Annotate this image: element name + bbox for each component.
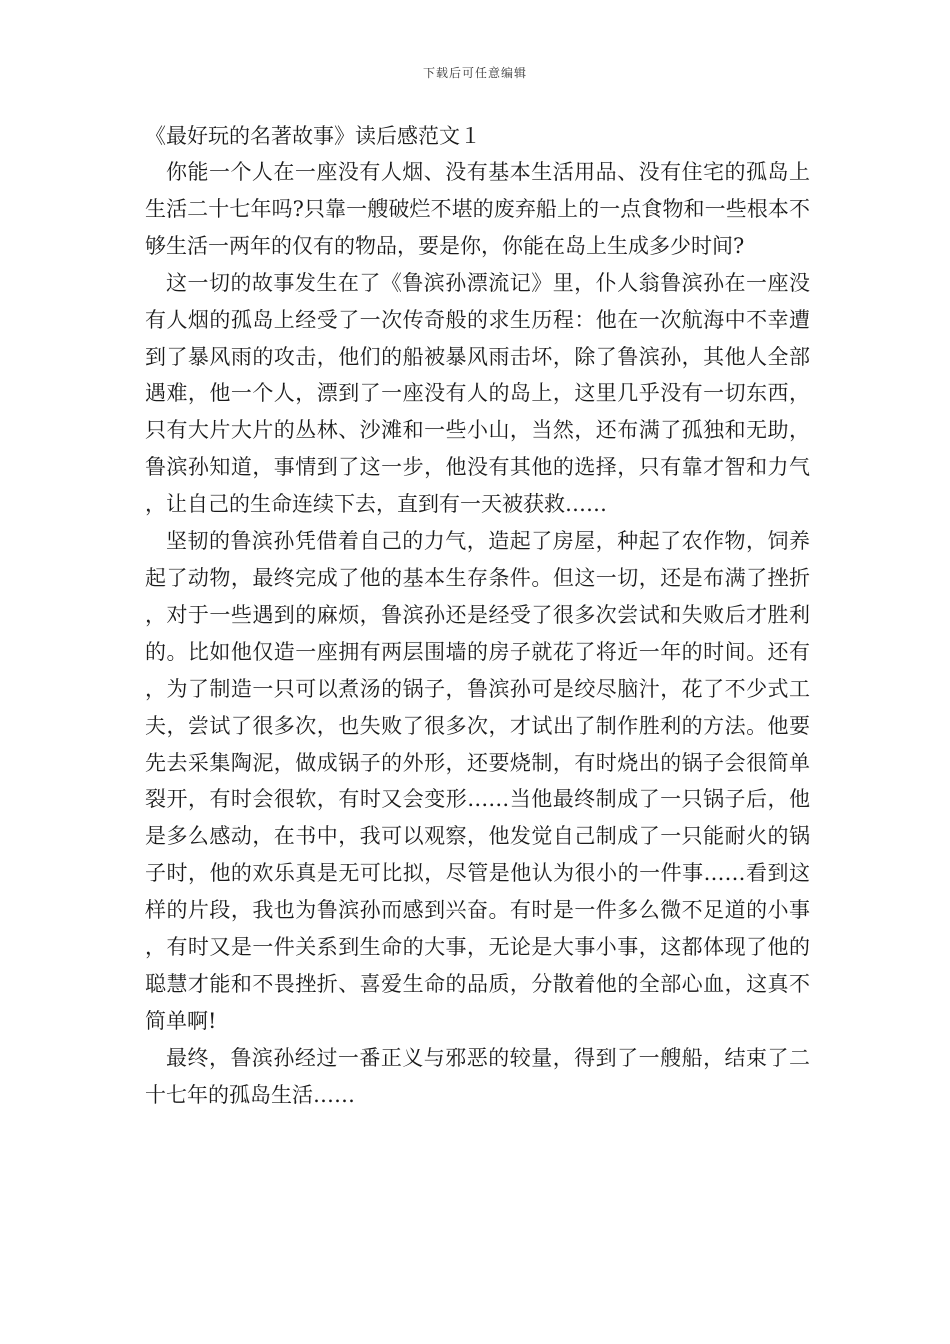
- document-title: 《最好玩的名著故事》读后感范文１: [145, 124, 481, 148]
- page-header: 下载后可任意编辑: [422, 66, 527, 80]
- paragraph-4: 最终，鲁滨孙经过一番正义与邪恶的较量，得到了一艘船，结束了二十七年的孤岛生活……: [145, 1045, 810, 1107]
- paragraph-3: 坚韧的鲁滨孙凭借着自己的力气，造起了房屋，种起了农作物，饲养起了动物，最终完成了他的基本生存条件。但这一切，还是布满了挫折，对于一些遇到的麻烦，鲁滨孙还是经受了很多次尝试和失败后才胜利的。比如他仅造一座拥有两层围墙的房子就花了将近一年的时间。还有，为了制造一只可以煮汤的锅子，鲁滨孙可是绞尽脑汁，花了不少式工夫，尝试了很多次，也失败了很多次，才试出了制作胜利的方法。他要先去采集陶泥，做成锅子的外形，还要烧制，有时烧出的锅子会很简单裂开，有时会很软，有时又会变形……当他最终制成了一只锅子后，他是多么感动，在书中，我可以观察，他发觉自己制成了一只能耐火的锅子时，他的欢乐真是无可比拟，尽管是他认为很小的一件事……看到这样的片段，我也为鲁滨孙而感到兴奋。有时是一件多么微不足道的小事，有时又是一件关系到生命的大事，无论是大事小事，这都体现了他的聪慧才能和不畏挫折、喜爱生命的品质，分散着他的全部心血，这真不简单啊!: [145, 529, 810, 1033]
- paragraph-1: 你能一个人在一座没有人烟、没有基本生活用品、没有住宅的孤岛上生活二十七年吗?只靠一艘破烂不堪的废弃船上的一点食物和一些根本不够生活一两年的仅有的物品，要是你，你能在岛上生成多少时间?: [145, 160, 810, 258]
- document-body: [145, 118, 810, 1114]
- paragraph-2: 这一切的故事发生在了《鲁滨孙漂流记》里，仆人翁鲁滨孙在一座没有人烟的孤岛上经受了一次传奇般的求生历程：他在一次航海中不幸遭到了暴风雨的攻击，他们的船被暴风雨击坏，除了鲁滨孙，其他人全部遇难，他一个人，漂到了一座没有人的岛上，这里几乎没有一切东西，只有大片大片的丛林、沙滩和一些小山，当然，还布满了孤独和无助，鲁滨孙知道，事情到了这一步，他没有其他的选择，只有靠才智和力气，让自己的生命连续下去，直到有一天被获救……: [145, 270, 810, 517]
